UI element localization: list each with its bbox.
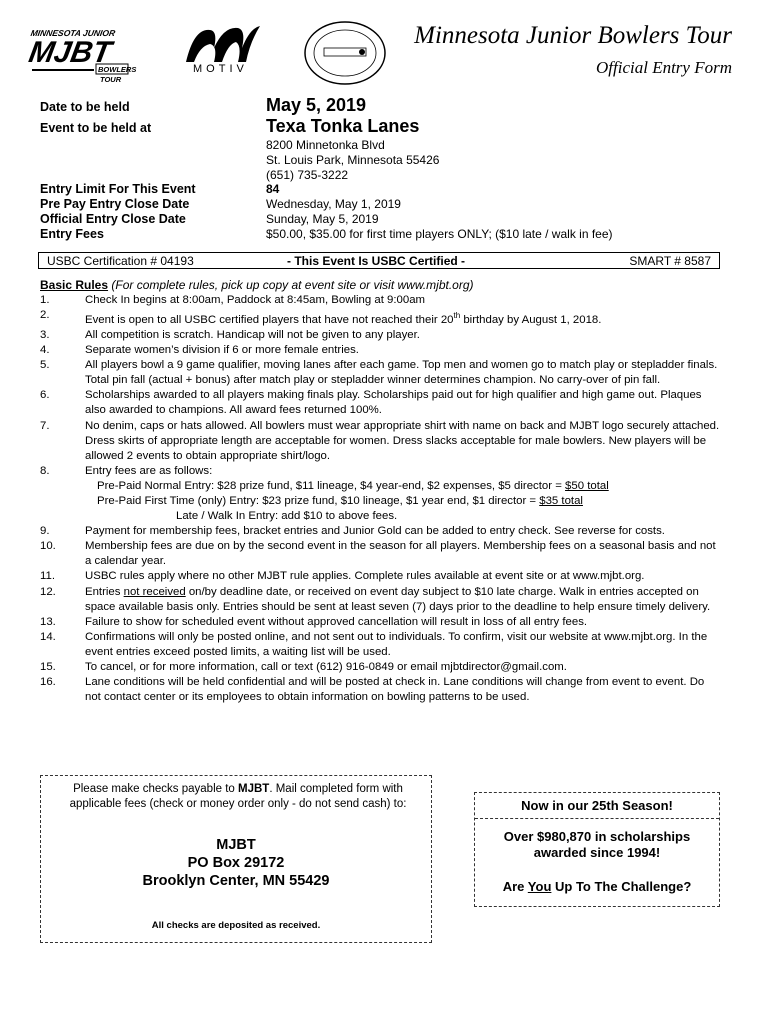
rule-item: 1. Check In begins at 8:00am, Paddock at 8:45am, Bowling at 9:00am <box>40 294 426 306</box>
smart-number: SMART # 8587 <box>629 254 711 268</box>
rule-item: 15. To cancel, or for more information, call or text (612) 916-0849 or email mjbtdirector@gmail.com. <box>40 661 567 674</box>
deposit-note: All checks are deposited as received. <box>151 920 321 931</box>
rules-heading-note: (For complete rules, pick up copy at event site or visit www.mjbt.org) <box>111 278 474 292</box>
rule-item: 4. Separate women’s division if 6 or more female entries. <box>40 344 359 357</box>
rule-item: 9. Payment for membership fees, bracket entries and Junior Gold can be added to entry check. See reverse for costs. <box>40 525 665 538</box>
official-close-value: Sunday, May 5, 2019 <box>266 212 379 226</box>
mjbt-logo-line3: BOWLERS <box>98 65 137 74</box>
payment-instructions: Please make checks payable to MJBT. Mail completed form with applicable fees (check or money order only - do not send cash) to: <box>69 783 407 810</box>
entry-fees-value: $50.00, $35.00 for first time players ONLY; ($10 late / walk in fee) <box>266 227 613 241</box>
address-line1: 8200 Minnetonka Blvd <box>266 138 385 152</box>
fee-prepaid-normal: Pre-Paid Normal Entry: $28 prize fund, $11 lineage, $4 year-end, $2 expenses, $5 director = $50 total <box>97 479 609 492</box>
prepay-close-label: Pre Pay Entry Close Date <box>40 197 190 211</box>
rule-item: 10. Membership fees are due on by the second event in the season for all players. Membership fees on a seasonal basis and not a calendar year. <box>40 540 716 568</box>
entry-limit-label: Entry Limit For This Event <box>40 182 196 196</box>
entry-limit-value: 84 <box>266 182 280 196</box>
date-label: Date to be held <box>40 100 130 114</box>
rule-item: 11. USBC rules apply where no other MJBT rule applies. Complete rules available at event site or at www.mjbt.org. <box>40 570 645 583</box>
rules-heading-title: Basic Rules <box>40 278 109 292</box>
motiv-logo-text: MOTIV <box>193 63 248 75</box>
official-close-label: Official Entry Close Date <box>40 212 186 226</box>
entry-fees-label: Entry Fees <box>40 227 104 241</box>
challenge-text: Are You Up To The Challenge? <box>502 879 692 894</box>
location-value: Texa Tonka Lanes <box>266 116 420 136</box>
rules-list <box>40 293 720 705</box>
mjbt-logo-line2: MJBT <box>28 36 114 69</box>
prepay-close-value: Wednesday, May 1, 2019 <box>266 197 401 211</box>
mjbt-logo <box>28 26 140 84</box>
location-label: Event to be held at <box>40 121 152 135</box>
mjbt-logo-line4: TOUR <box>100 75 122 84</box>
phone: (651) 735-3222 <box>266 168 349 182</box>
rule-item: 13. Failure to show for scheduled event without approved cancellation will result in loss of all entry fees. <box>40 615 588 628</box>
seal-logo <box>302 20 388 86</box>
address-line2: St. Louis Park, Minnesota 55426 <box>266 153 440 167</box>
rule-item: 14. Confirmations will only be posted online, and not sent out to individuals. To confirm, visit our website at www.mjbt.org. In the event entries exceed posted limits, a waiting list will be used. <box>40 630 708 658</box>
rule-item: 3. All competition is scratch. Handicap will not be given to any player. <box>40 328 420 341</box>
date-value: May 5, 2019 <box>266 95 367 115</box>
fee-prepaid-first: Pre-Paid First Time (only) Entry: $23 prize fund, $10 lineage, $1 year end, $1 director = $35 total <box>97 495 583 508</box>
rule-item: 12. Entries not received on/by deadline date, or received on event day subject to $10 late charge. Walk in entries accepted on space available basis only. Entries should be sent at least seven (7) days prior to the deadline to help ensure timely delivery. <box>40 585 711 613</box>
form-title: Official Entry Form <box>596 58 732 77</box>
mailing-address: MJBT PO Box 29172 Brooklyn Center, MN 55429 <box>142 837 330 889</box>
rule-item: 5. All players bowl a 9 game qualifier, moving lanes after each game. Top men and women go to match play or stepladder finals. Total pin fall (actual + bonus) after match play or stepladder winner determines champion. No carry-over of pin fall. <box>40 359 718 387</box>
rule-item: 16. Lane conditions will be held confidential and will be posted at check in. Lane conditions will change from event to event. Do not contact center or its employees to obtain information on bowling patterns to be used. <box>40 676 705 704</box>
season-box <box>474 792 720 907</box>
scholarship-text: Over $980,870 in scholarships awarded since 1994! <box>503 829 691 860</box>
usbc-certification: USBC Certification # 04193 <box>47 254 194 268</box>
certification-bar <box>38 252 720 269</box>
rule-item: 8. Entry fees are as follows: <box>40 464 213 477</box>
season-heading: Now in our 25th Season! <box>475 793 719 819</box>
mjbt-logo-line1: MINNESOTA JUNIOR <box>29 28 116 38</box>
rule-item: 6. Scholarships awarded to all players making finals play. Scholarships paid out for high qualifier and high game out. Plaques also awarded to champions. All award fees returned 100%. <box>40 389 702 417</box>
organization-title: Minnesota Junior Bowlers Tour <box>414 22 732 49</box>
usbc-certified-notice: - This Event Is USBC Certified - <box>287 254 466 268</box>
rule-item: 2. Event is open to all USBC certified players that have not reached their 20th birthday by August 1, 2018. <box>40 309 602 326</box>
rule-item: 7. No denim, caps or hats allowed. All bowlers must wear appropriate shirt with name on back and MJBT logo securely attached. Dress skirts of appropriate length are acceptable for women. Dress slacks acceptable for male bowlers. New players will be allowed 2 events to obtain appropriate shirt/logo. <box>40 419 720 462</box>
fee-late: Late / Walk In Entry: add $10 to above fees. <box>176 510 398 523</box>
payment-box <box>40 775 432 943</box>
rules-heading <box>40 278 474 292</box>
